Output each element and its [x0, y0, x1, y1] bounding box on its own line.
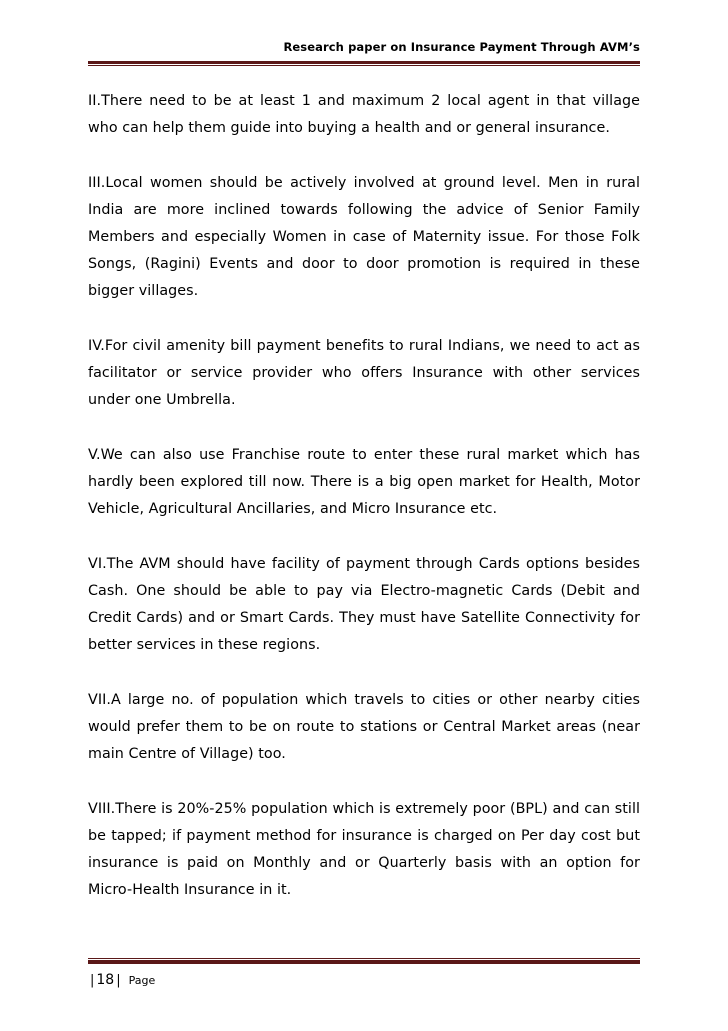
paragraph-vi: VI.The AVM should have facility of payment through Cards options besides Cash. One should be able to pay via Electro-magnetic Cards (Debit and Credit Cards) and or Smart Cards. They must have Satellite Connectivity for better services in these regions. — [88, 556, 640, 653]
header-rule — [88, 61, 640, 66]
paragraph-viii: VIII.There is 20%-25% population which is extremely poor (BPL) and can still be tapped; if payment method for insurance is charged on Per day cost but insurance is paid on Monthly and or Quarterly basis with an option for Micro-Health Insurance in it. — [88, 801, 640, 898]
body-text — [88, 88, 640, 932]
header-rule-thin — [88, 65, 640, 66]
footer-bar-left: | — [90, 973, 95, 988]
paragraph-iv: IV.For civil amenity bill payment benefits to rural Indians, we need to act as facilitator or service provider who offers Insurance with other services under one Umbrella. — [88, 338, 640, 408]
page-footer — [88, 972, 155, 988]
paragraph-iii: III.Local women should be actively involved at ground level. Men in rural India are more inclined towards following the advice of Senior Family Members and especially Women in case of Maternity issue. For those Folk Songs, (Ragini) Events and door to door promotion is required in these bigger villages. — [88, 175, 640, 299]
footer-rule — [88, 958, 640, 964]
paragraph-ii: II.There need to be at least 1 and maximum 2 local agent in that village who can help them guide into buying a health and or general insurance. — [88, 93, 640, 136]
paragraph-v: V.We can also use Franchise route to enter these rural market which has hardly been explored till now. There is a big open market for Health, Motor Vehicle, Agricultural Ancillaries, and Micro Insurance etc. — [88, 447, 640, 517]
running-header: Research paper on Insurance Payment Through AVM’s — [283, 40, 640, 54]
paragraph-vii: VII.A large no. of population which travels to cities or other nearby cities would prefer them to be on route to stations or Central Market areas (near main Centre of Village) too. — [88, 692, 640, 762]
page-label: Page — [128, 974, 156, 987]
footer-bar-right: | — [116, 973, 121, 988]
footer-rule-thick — [88, 960, 640, 964]
page-number: 18 — [96, 972, 115, 988]
